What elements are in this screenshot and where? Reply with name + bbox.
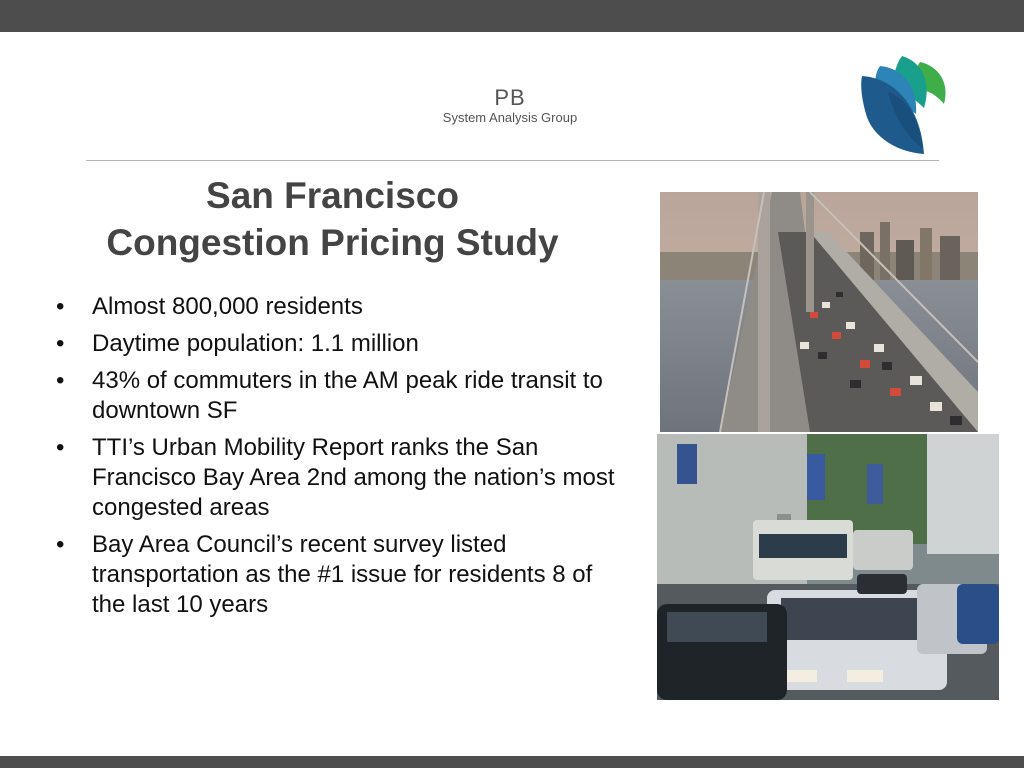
bullet-text: Almost 800,000 residents: [92, 293, 363, 320]
bullet-item: [52, 366, 632, 426]
slide-title: [60, 172, 605, 266]
header-divider: [86, 160, 939, 161]
bullet-text: Bay Area Council’s recent survey listed transportation as the #1 issue for residents 8 of the last 10 years: [92, 531, 593, 618]
bullet-item: [52, 292, 632, 322]
top-bar: [0, 0, 1024, 32]
bullet-item: [52, 329, 632, 359]
bullet-symbol: •: [56, 531, 65, 558]
bullet-item: [52, 530, 632, 620]
bullet-symbol: •: [56, 367, 65, 394]
bullet-symbol: •: [56, 330, 65, 357]
bullet-text: Daytime population: 1.1 million: [92, 330, 419, 357]
leaf-logo-icon: [858, 52, 950, 156]
title-line-1: San Francisco: [206, 175, 459, 216]
city-street-traffic-photo: [657, 434, 999, 700]
brand-header: [420, 86, 600, 126]
brand-name: PB: [494, 85, 526, 110]
bullet-symbol: •: [56, 434, 65, 461]
title-line-2: Congestion Pricing Study: [106, 222, 559, 263]
bottom-bar: [0, 756, 1024, 768]
bullet-symbol: •: [56, 293, 65, 320]
bullet-item: [52, 433, 632, 523]
bay-bridge-traffic-photo: [660, 192, 978, 432]
bullet-text: 43% of commuters in the AM peak ride transit to downtown SF: [92, 367, 603, 424]
brand-subtitle: System Analysis Group: [442, 110, 578, 125]
bullet-text: TTI’s Urban Mobility Report ranks the San Francisco Bay Area 2nd among the nation’s most congested areas: [92, 434, 615, 521]
bullet-list: [52, 292, 632, 627]
